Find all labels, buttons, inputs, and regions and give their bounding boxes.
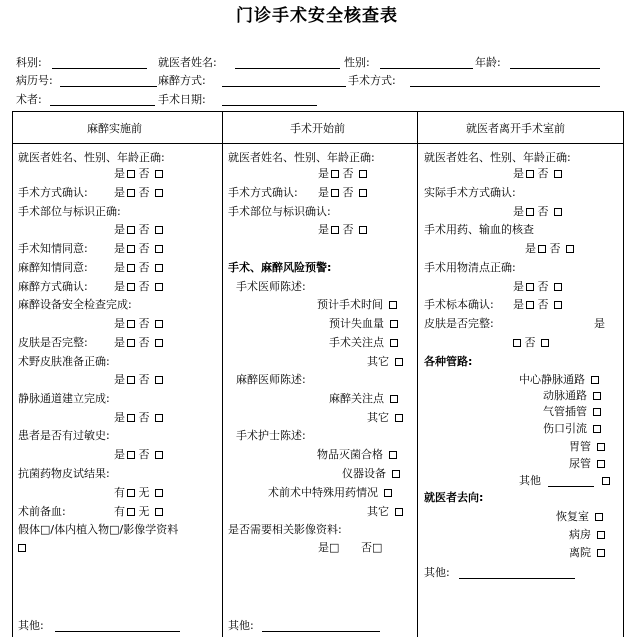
- yes-label: 是: [114, 242, 125, 255]
- checkbox[interactable]: [597, 531, 605, 539]
- checkbox[interactable]: [554, 283, 562, 291]
- no-label: 否: [138, 317, 150, 330]
- arterial-label: 动脉通路: [543, 389, 587, 402]
- gender-field[interactable]: [380, 68, 473, 69]
- c3-ward: [569, 528, 605, 541]
- yes-label: 是: [318, 186, 329, 199]
- checkbox[interactable]: [593, 425, 601, 433]
- c1-implant-label: 假体□/体内植入物□/影像学资料: [18, 523, 179, 536]
- column-header-before-leaving: 就医者离开手术室前: [466, 122, 565, 135]
- c3-other-field[interactable]: [459, 578, 575, 579]
- other-item-label: 其它: [367, 355, 389, 368]
- tracheal-label: 气管插管: [543, 405, 587, 418]
- checkbox[interactable]: [541, 339, 549, 347]
- have-label: 有: [114, 486, 125, 499]
- checkbox[interactable]: [127, 320, 135, 328]
- c2-devices: [342, 467, 400, 480]
- c1-method-label: 手术方式确认:: [18, 186, 88, 199]
- checkbox[interactable]: [155, 376, 163, 384]
- checkbox[interactable]: [526, 301, 534, 309]
- checkbox[interactable]: [155, 189, 163, 197]
- checkbox[interactable]: [127, 245, 135, 253]
- form-title: 门诊手术安全核查表: [236, 6, 398, 26]
- c3-actual-method-options: [513, 205, 562, 218]
- c1-skin-options: [114, 336, 163, 349]
- recovery-label: 恢复室: [556, 510, 589, 523]
- c3-skin-label: 皮肤是否完整:: [424, 317, 494, 330]
- checkbox[interactable]: [389, 451, 397, 459]
- dept-field[interactable]: [52, 68, 147, 69]
- c3-other-label: 其他:: [424, 566, 450, 579]
- c1-method-options: [114, 186, 163, 199]
- checkbox[interactable]: [593, 408, 601, 416]
- c1-other-label: 其他:: [18, 619, 44, 632]
- surgeon-field[interactable]: [50, 105, 155, 106]
- c3-actual-method-label: 实际手术方式确认:: [424, 186, 516, 199]
- checkbox[interactable]: [155, 320, 163, 328]
- yes-label: 是: [513, 205, 524, 218]
- checkbox[interactable]: [602, 477, 610, 485]
- c1-equipment-label: 麻醉设备安全检查完成:: [18, 298, 132, 311]
- special-drug-label: 术前术中特殊用药情况: [268, 486, 378, 499]
- patient-name-field[interactable]: [235, 68, 340, 69]
- c1-prep-label: 术前备血:: [18, 505, 66, 518]
- no-label: 否: [342, 223, 354, 236]
- c1-implant-options: [16, 541, 26, 554]
- c3-specimen-label: 手术标本确认:: [424, 298, 494, 311]
- ward-label: 病房: [569, 528, 591, 541]
- c1-other-field[interactable]: [55, 631, 180, 632]
- no-label: 否: [537, 167, 549, 180]
- no-label: 否: [524, 336, 536, 349]
- checkbox[interactable]: [127, 264, 135, 272]
- none-label: 无: [138, 505, 150, 518]
- c3-identity-options: [513, 167, 562, 180]
- checkbox[interactable]: [554, 170, 562, 178]
- c2-special-drug: [268, 486, 392, 499]
- c3-recovery: [556, 510, 603, 523]
- c3-tracheal: [543, 405, 601, 418]
- yes-label: 是: [114, 411, 125, 424]
- none-label: 无: [138, 486, 150, 499]
- checkbox[interactable]: [18, 544, 26, 552]
- checkbox[interactable]: [155, 508, 163, 516]
- checkbox[interactable]: [331, 170, 339, 178]
- c1-antibiotic-options: [114, 486, 163, 499]
- c3-identity-label: 就医者姓名、性别、年龄正确:: [424, 151, 571, 164]
- c3-discharge: [569, 546, 605, 559]
- checkbox[interactable]: [127, 226, 135, 234]
- no-label: 否: [138, 242, 150, 255]
- no-label: 否: [537, 280, 549, 293]
- checkbox[interactable]: [127, 283, 135, 291]
- expected-blood-label: 预计失血量: [329, 317, 384, 330]
- checkbox[interactable]: [390, 339, 398, 347]
- checkbox[interactable]: [127, 170, 135, 178]
- column-header-before-surgery: 手术开始前: [290, 122, 345, 135]
- checkbox[interactable]: [597, 443, 605, 451]
- c1-skin-prep-options: [114, 373, 163, 386]
- yes-label: 是: [513, 167, 524, 180]
- date-field[interactable]: [222, 105, 317, 106]
- c2-imaging-yes[interactable]: 是□: [318, 541, 340, 554]
- yes-label: 是: [318, 167, 329, 180]
- c1-skin-prep-label: 术野皮肤准备正确:: [18, 355, 110, 368]
- c3-destination-heading: 就医者去向:: [424, 491, 484, 504]
- other-item-label: 其它: [367, 411, 389, 424]
- yes-label: 是: [114, 280, 125, 293]
- checkbox[interactable]: [395, 414, 403, 422]
- no-label: 否: [549, 242, 561, 255]
- no-label: 否: [342, 186, 354, 199]
- c2-other-1: [367, 355, 403, 368]
- checkbox[interactable]: [127, 339, 135, 347]
- c3-specimen-options: [513, 298, 562, 311]
- c3-count-options: [513, 280, 562, 293]
- c1-consent-options: [114, 242, 163, 255]
- c2-nurse-statement: 手术护士陈述:: [236, 429, 306, 442]
- no-label: 否: [537, 205, 549, 218]
- checkbox[interactable]: [395, 508, 403, 516]
- no-label: 否: [138, 167, 150, 180]
- yes-label: 是: [318, 223, 329, 236]
- c2-identity-label: 就医者姓名、性别、年龄正确:: [228, 151, 375, 164]
- c2-method-label: 手术方式确认:: [228, 186, 298, 199]
- urinary-label: 尿管: [569, 457, 591, 470]
- checkbox[interactable]: [390, 395, 398, 403]
- checkbox[interactable]: [392, 470, 400, 478]
- age-field[interactable]: [510, 68, 600, 69]
- yes-label: 是: [114, 317, 125, 330]
- checkbox[interactable]: [389, 301, 397, 309]
- c3-skin-options: [511, 336, 549, 349]
- c2-site-options: [318, 223, 367, 236]
- dept-label: 科别:: [16, 56, 42, 69]
- record-field[interactable]: [60, 86, 157, 87]
- c3-tubes-heading: 各种管路:: [424, 355, 473, 368]
- c3-other-item-box: [600, 474, 610, 487]
- c3-drugs-label: 手术用药、输血的核查: [424, 223, 534, 236]
- yes-label: 是: [114, 223, 125, 236]
- column-header-before-anesthesia: 麻醉实施前: [87, 122, 142, 135]
- yes-label: 是: [114, 448, 125, 461]
- c3-arterial: [543, 389, 601, 402]
- c3-gastric: [569, 440, 605, 453]
- checkbox[interactable]: [127, 414, 135, 422]
- checkbox[interactable]: [155, 451, 163, 459]
- checkbox[interactable]: [331, 189, 339, 197]
- c3-count-label: 手术用物清点正确:: [424, 261, 516, 274]
- c1-antibiotic-label: 抗菌药物皮试结果:: [18, 467, 110, 480]
- c1-iv-options: [114, 411, 163, 424]
- table-top-border: [12, 111, 624, 112]
- checkbox[interactable]: [127, 189, 135, 197]
- checkbox[interactable]: [595, 513, 603, 521]
- checkbox[interactable]: [359, 189, 367, 197]
- c2-focus: [329, 336, 398, 349]
- gender-label: 性别:: [344, 56, 370, 69]
- c2-other-2: [367, 411, 403, 424]
- checkbox[interactable]: [155, 489, 163, 497]
- record-label: 病历号:: [16, 74, 53, 87]
- yes-label: 是: [114, 186, 125, 199]
- c1-anes-consent-options: [114, 261, 163, 274]
- yes-label: 是: [114, 373, 125, 386]
- drain-label: 伤口引流: [543, 422, 587, 435]
- table-right-border: [623, 111, 624, 637]
- table-divider-1: [222, 111, 223, 637]
- checkbox[interactable]: [390, 320, 398, 328]
- yes-label: 是: [525, 242, 536, 255]
- surgery-method-field[interactable]: [410, 86, 600, 87]
- c1-site-options: [114, 223, 163, 236]
- checkbox[interactable]: [155, 170, 163, 178]
- surgeon-label: 术者:: [16, 93, 42, 106]
- yes-label: 是: [513, 280, 524, 293]
- yes-label: 是: [114, 167, 125, 180]
- c2-other-label: 其他:: [228, 619, 254, 632]
- anesthesia-label: 麻醉方式:: [158, 74, 206, 87]
- checkbox[interactable]: [155, 226, 163, 234]
- checkbox[interactable]: [593, 392, 601, 400]
- checkbox[interactable]: [591, 376, 599, 384]
- c2-imaging-label: 是否需要相关影像资料:: [228, 523, 342, 536]
- checkbox[interactable]: [331, 226, 339, 234]
- no-label: 否: [138, 261, 150, 274]
- checkbox[interactable]: [538, 245, 546, 253]
- c1-iv-label: 静脉通道建立完成:: [18, 392, 110, 405]
- checkbox[interactable]: [127, 451, 135, 459]
- checkbox[interactable]: [566, 245, 574, 253]
- c2-risk-heading: 手术、麻醉风险预警:: [228, 261, 332, 274]
- other-item-label: 其它: [367, 505, 389, 518]
- checkbox[interactable]: [526, 283, 534, 291]
- no-label: 否: [138, 336, 150, 349]
- checkbox[interactable]: [597, 549, 605, 557]
- no-label: 否: [537, 298, 549, 311]
- c2-expected-blood: [329, 317, 398, 330]
- have-label: 有: [114, 505, 125, 518]
- date-label: 手术日期:: [158, 93, 206, 106]
- checkbox[interactable]: [155, 264, 163, 272]
- devices-label: 仪器设备: [342, 467, 386, 480]
- no-label: 否: [138, 280, 150, 293]
- c1-anes-method-label: 麻醉方式确认:: [18, 280, 88, 293]
- c1-allergy-options: [114, 448, 163, 461]
- c1-allergy-label: 患者是否有过敏史:: [18, 429, 110, 442]
- checkbox[interactable]: [554, 301, 562, 309]
- checkbox[interactable]: [155, 414, 163, 422]
- c2-anesthetist-statement: 麻醉医师陈述:: [236, 373, 306, 386]
- yes-label: 是: [114, 261, 125, 274]
- checkbox[interactable]: [554, 208, 562, 216]
- checkbox[interactable]: [526, 208, 534, 216]
- checkbox[interactable]: [359, 170, 367, 178]
- c3-other-item-label: 其他: [519, 474, 541, 487]
- c3-drain: [543, 422, 601, 435]
- checkbox[interactable]: [155, 283, 163, 291]
- c1-identity-label: 就医者姓名、性别、年龄正确:: [18, 151, 165, 164]
- checkbox[interactable]: [127, 376, 135, 384]
- gastric-label: 胃管: [569, 440, 591, 453]
- checkbox[interactable]: [597, 460, 605, 468]
- c3-drugs-options: [525, 242, 574, 255]
- no-label: 否: [138, 448, 150, 461]
- c2-site-label: 手术部位与标识确认:: [228, 205, 331, 218]
- c3-central-iv: [519, 373, 599, 386]
- c3-urinary: [569, 457, 605, 470]
- patient-name-label: 就医者姓名:: [158, 56, 217, 69]
- surgery-method-label: 手术方式:: [348, 74, 396, 87]
- central-iv-label: 中心静脉通路: [519, 373, 585, 386]
- c2-surgeon-statement: 手术医师陈述:: [236, 280, 306, 293]
- c2-expected-time: [317, 298, 397, 311]
- c1-skin-label: 皮肤是否完整:: [18, 336, 88, 349]
- checkbox[interactable]: [526, 170, 534, 178]
- c2-imaging-no[interactable]: 否□: [361, 541, 383, 554]
- anesthesia-field[interactable]: [222, 86, 346, 87]
- yes-label: 是: [114, 336, 125, 349]
- c2-identity-options: [318, 167, 367, 180]
- c3-skin-yes: 是: [594, 317, 605, 330]
- no-label: 否: [342, 167, 354, 180]
- checkbox[interactable]: [513, 339, 521, 347]
- no-label: 否: [138, 186, 150, 199]
- no-label: 否: [138, 223, 150, 236]
- no-label: 否: [138, 411, 150, 424]
- checkbox[interactable]: [359, 226, 367, 234]
- checkbox[interactable]: [384, 489, 392, 497]
- c1-equipment-options: [114, 317, 163, 330]
- table-header-border: [12, 143, 624, 144]
- c2-anes-focus: [329, 392, 398, 405]
- checkbox[interactable]: [155, 245, 163, 253]
- c1-prep-options: [114, 505, 163, 518]
- yes-label: 是: [513, 298, 524, 311]
- anes-focus-label: 麻醉关注点: [329, 392, 384, 405]
- c1-identity-options: [114, 167, 163, 180]
- c1-anes-method-options: [114, 280, 163, 293]
- checkbox[interactable]: [155, 339, 163, 347]
- table-left-border: [12, 111, 13, 637]
- c2-sterile: [317, 448, 397, 461]
- c3-other-item-field[interactable]: [548, 486, 594, 487]
- focus-label: 手术关注点: [329, 336, 384, 349]
- expected-time-label: 预计手术时间: [317, 298, 383, 311]
- discharge-label: 离院: [569, 546, 591, 559]
- checkbox[interactable]: [127, 508, 135, 516]
- c1-consent-label: 手术知情同意:: [18, 242, 88, 255]
- checkbox[interactable]: [395, 358, 403, 366]
- checkbox[interactable]: [127, 489, 135, 497]
- age-label: 年龄:: [475, 56, 501, 69]
- sterile-label: 物品灭菌合格: [317, 448, 383, 461]
- c2-other-3: [367, 505, 403, 518]
- c2-method-options: [318, 186, 367, 199]
- no-label: 否: [138, 373, 150, 386]
- c1-site-label: 手术部位与标识正确:: [18, 205, 121, 218]
- table-divider-2: [417, 111, 418, 637]
- c2-other-field[interactable]: [262, 631, 380, 632]
- c1-anes-consent-label: 麻醉知情同意:: [18, 261, 88, 274]
